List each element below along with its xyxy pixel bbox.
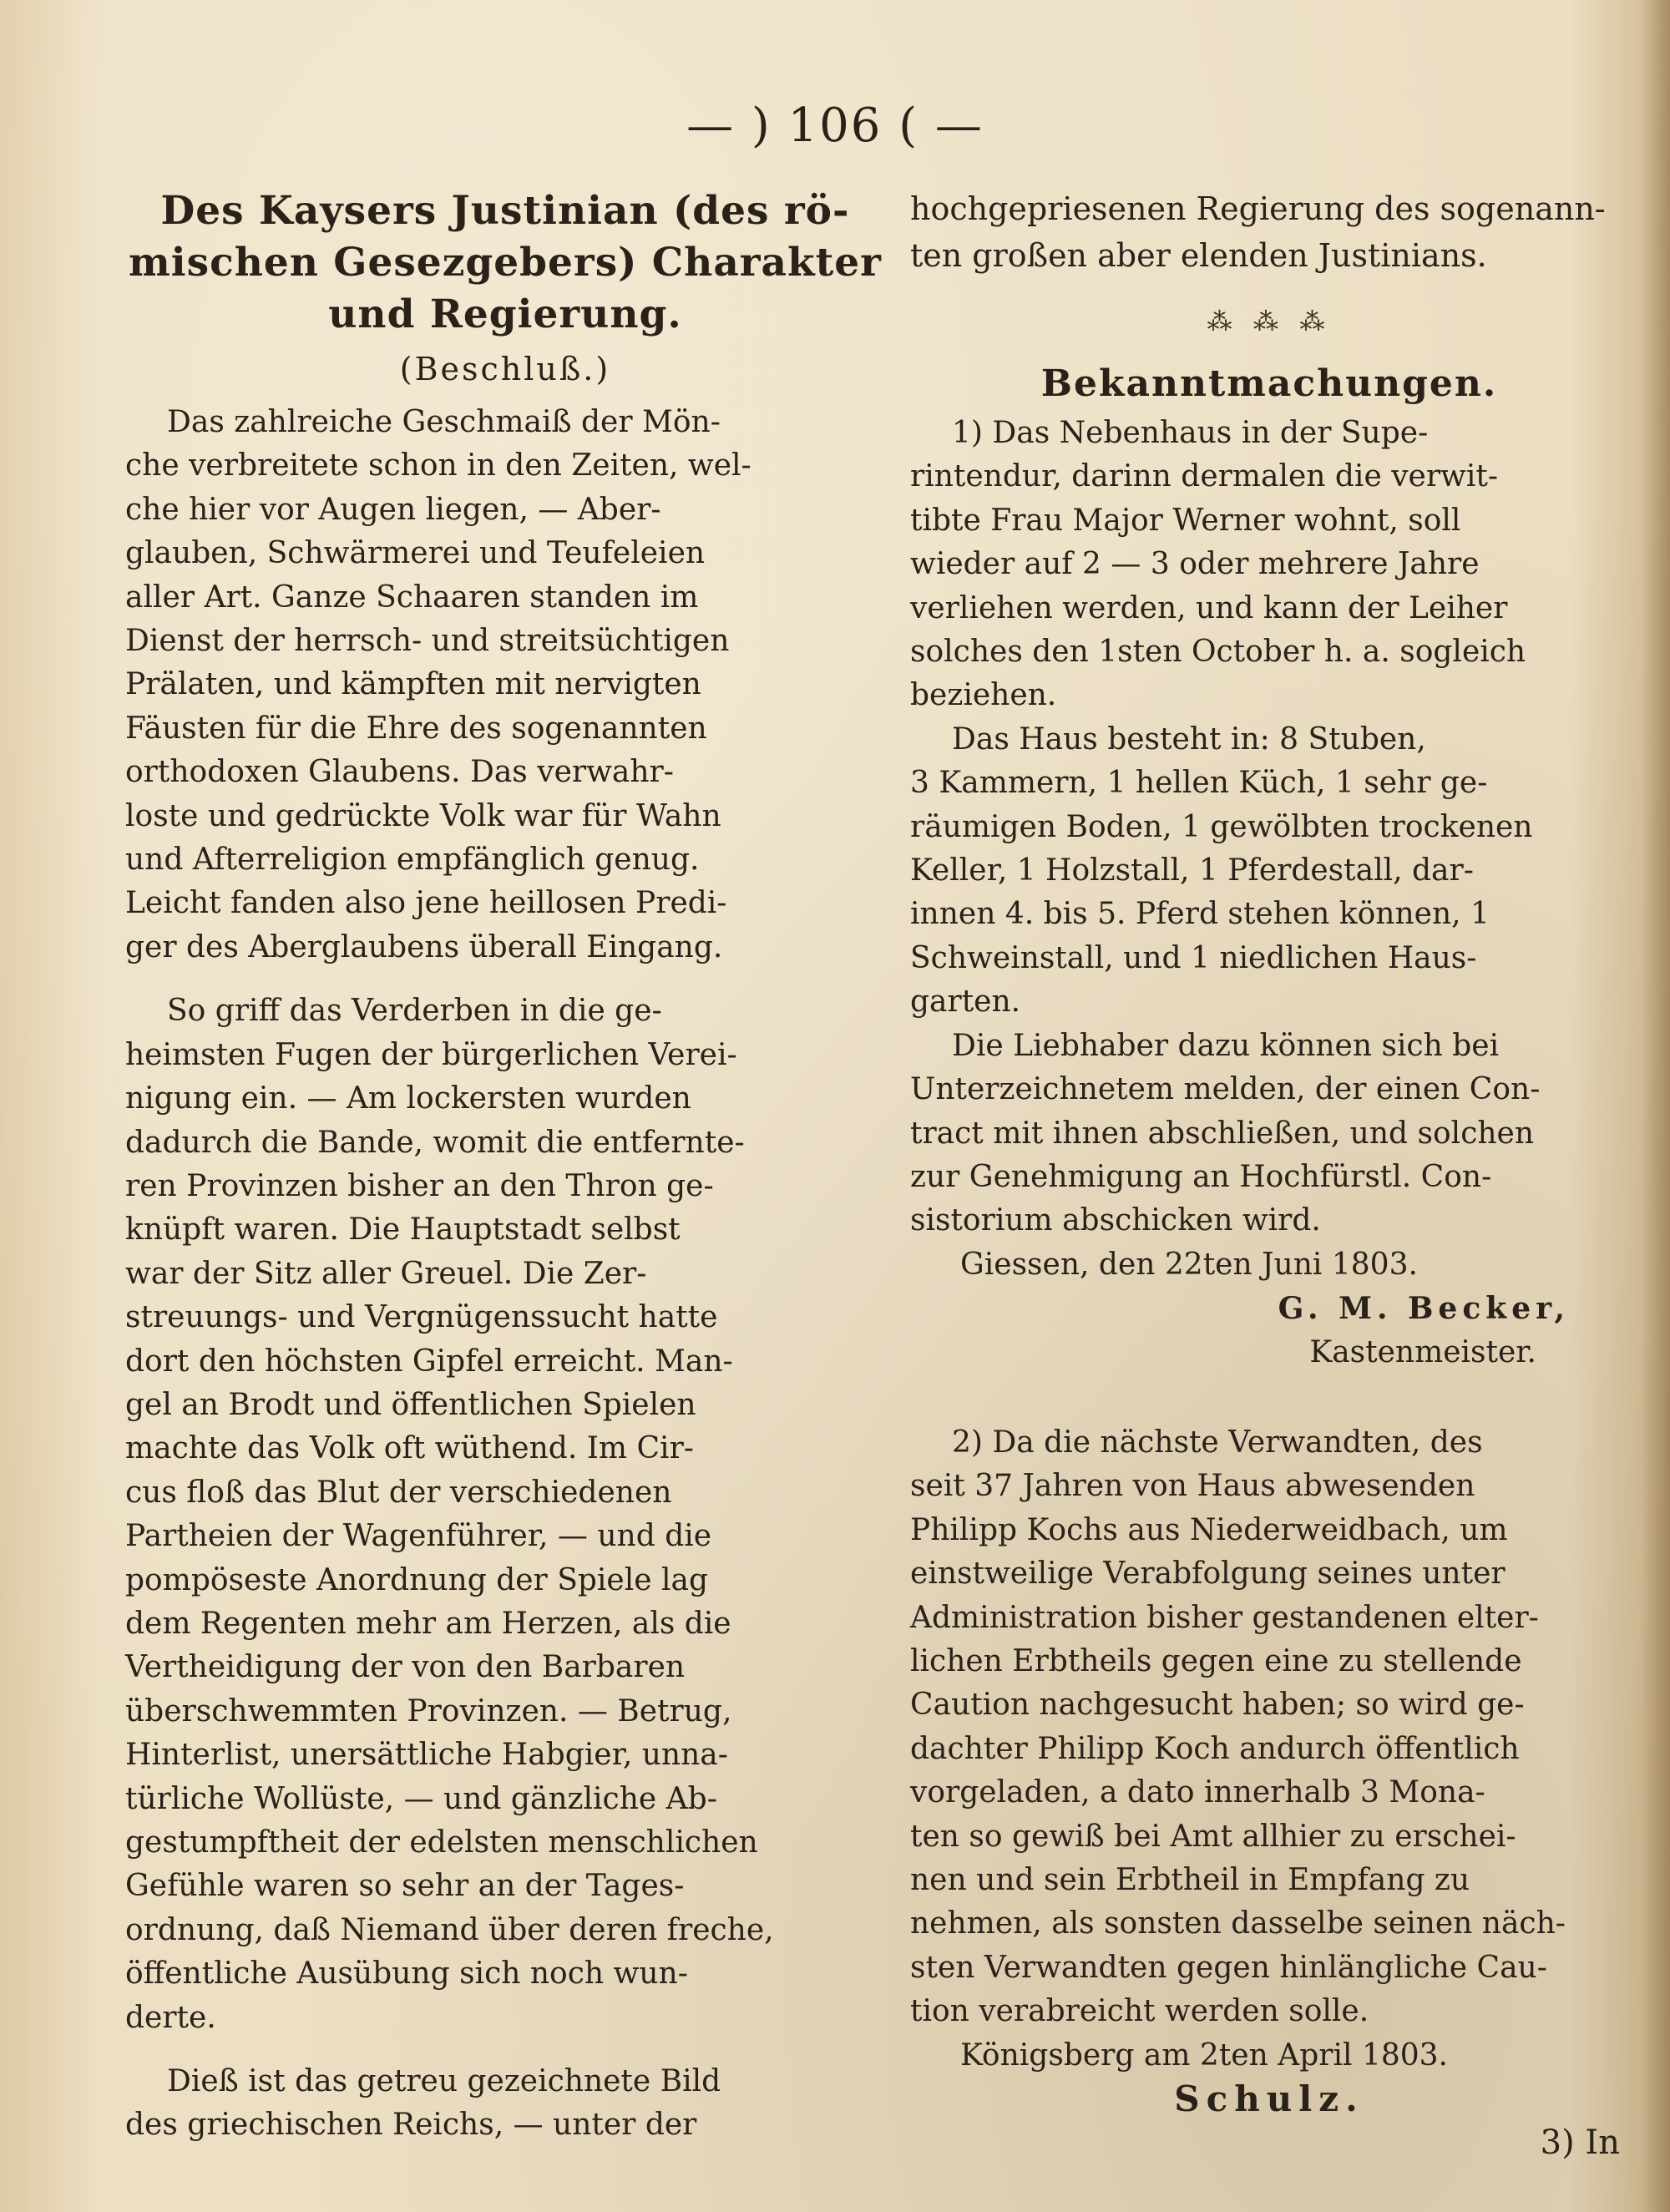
text-line: sten Verwandten gegen hinlängliche Cau- — [910, 1950, 1547, 1985]
article-title — [125, 185, 885, 341]
text-line: Unterzeichnetem melden, der einen Con- — [910, 1072, 1541, 1107]
page-gutter-shadow — [1641, 0, 1670, 2212]
text-line: derte. — [125, 2000, 216, 2035]
text-line: che hier vor Augen liegen, — Aber- — [125, 492, 661, 527]
text-line: zur Genehmigung an Hochfürstl. Con- — [910, 1159, 1492, 1194]
text-line: ren Provinzen bisher an den Thron ge- — [125, 1168, 714, 1203]
text-line: verliehen werden, und kann der Leiher — [910, 590, 1508, 625]
text-line: nigung ein. — Am lockersten wurden — [125, 1081, 691, 1116]
notice-1-paragraph-1 — [910, 412, 1628, 718]
text-line: Das Haus besteht in: 8 Stuben, — [952, 721, 1426, 757]
text-line: Administration bisher gestandenen elter- — [910, 1600, 1539, 1635]
text-line: sistorium abschicken wird. — [910, 1203, 1321, 1238]
text-line: des griechischen Reichs, — unter der — [125, 2108, 697, 2143]
text-line: tibte Frau Major Werner wohnt, soll — [910, 503, 1461, 538]
text-line: cus floß das Blut der verschiedenen — [125, 1475, 672, 1510]
text-line: solches den 1sten October h. a. sogleich — [910, 635, 1526, 670]
text-line: knüpft waren. Die Hauptstadt selbst — [125, 1212, 681, 1248]
text-line: hochgepriesenen Regierung des sogenann- — [910, 190, 1606, 227]
text-line: Die Liebhaber dazu können sich bei — [952, 1028, 1500, 1063]
text-line: Prälaten, und kämpften mit nervigten — [125, 667, 701, 702]
notice-2-signer: Schulz. — [1174, 2078, 1364, 2120]
text-line: nen und sein Erbtheil in Empfang zu — [910, 1863, 1470, 1897]
text-line: türliche Wollüste, — und gänzliche Ab- — [125, 1781, 717, 1816]
text-line: Philipp Kochs aus Niederweidbach, um — [910, 1512, 1508, 1547]
paragraph-gap — [125, 2040, 885, 2060]
article-paragraph-2 — [125, 990, 885, 2040]
text-line: ordnung, daß Niemand über deren freche, — [125, 1912, 774, 1947]
text-line: Dienst der herrsch- und streitsüchtigen — [125, 624, 730, 659]
section-ornament: ⁂ ⁂ ⁂ — [1207, 307, 1332, 337]
text-line: rintendur, darinn dermalen die verwit- — [910, 459, 1499, 494]
text-line: tion verabreicht werden solle. — [910, 1994, 1369, 2029]
text-line: aller Art. Ganze Schaaren standen im — [125, 580, 699, 615]
text-line: ger des Aberglaubens überall Eingang. — [125, 929, 723, 964]
text-line: che verbreitete schon in den Zeiten, wel- — [125, 448, 752, 483]
text-line: Caution nachgesucht haben; so wird ge- — [910, 1688, 1525, 1723]
notice-1-paragraph-2 — [910, 718, 1628, 1025]
paragraph-gap — [125, 969, 885, 990]
notice-2 — [910, 1421, 1628, 2165]
article-paragraph-3 — [125, 2060, 885, 2148]
text-line: beziehen. — [910, 678, 1057, 713]
text-line: tract mit ihnen abschließen, und solchen — [910, 1116, 1535, 1151]
text-line: So griff das Verderben in die ge- — [167, 994, 662, 1029]
text-line: innen 4. bis 5. Pferd stehen können, 1 — [910, 897, 1490, 932]
text-line: Leicht fanden also jene heillosen Predi- — [125, 886, 727, 921]
text-line: ten großen aber elenden Justinians. — [910, 237, 1487, 274]
notice-2-place-date: Königsberg am 2ten April 1803. — [960, 2037, 1448, 2073]
notice-1-signer-title: Kastenmeister. — [1309, 1334, 1536, 1369]
article-title-line: mischen Gesezgebers) Charakter — [129, 240, 882, 286]
right-column — [910, 185, 1628, 2165]
text-line: Hinterlist, unersättliche Habgier, unna- — [125, 1738, 728, 1773]
notice-1-paragraph-3 — [910, 1025, 1628, 1374]
text-line: orthodoxen Glaubens. Das verwahr- — [125, 755, 674, 790]
text-line: ten so gewiß bei Amt allhier zu erschei- — [910, 1819, 1516, 1854]
page-number: — ) 106 ( — — [686, 99, 984, 153]
catchword: 3) In — [1540, 2123, 1620, 2163]
text-line: Dieß ist das getreu gezeichnete Bild — [167, 2064, 721, 2099]
text-line: Schweinstall, und 1 niedlichen Haus- — [910, 940, 1477, 975]
text-line: Gefühle waren so sehr an der Tages- — [125, 1869, 685, 1904]
text-line: garten. — [910, 985, 1021, 1020]
text-line: heimsten Fugen der bürgerlichen Verei- — [125, 1037, 737, 1072]
text-line: seit 37 Jahren von Haus abwesenden — [910, 1469, 1475, 1504]
text-line: Fäusten für die Ehre des sogenannten — [125, 711, 707, 746]
text-line: pompöseste Anordnung der Spiele lag — [125, 1562, 709, 1597]
text-line: nehmen, als sonsten dasselbe seinen näch- — [910, 1906, 1566, 1941]
text-line: gel an Brodt und öffentlichen Spielen — [125, 1387, 696, 1422]
text-line: 1) Das Nebenhaus in der Supe- — [952, 416, 1429, 450]
text-line: und Afterreligion empfänglich genug. — [125, 843, 700, 878]
text-line: dort den höchsten Gipfel erreicht. Man- — [125, 1344, 733, 1379]
text-line: Vertheidigung der von den Barbaren — [125, 1650, 686, 1685]
notice-1-signer: G. M. Becker, — [1278, 1291, 1570, 1327]
text-line: loste und gedrückte Volk war für Wahn — [125, 798, 721, 833]
text-line: Partheien der Wagenführer, — und die — [125, 1519, 712, 1554]
article-subtitle: (Beschluß.) — [399, 351, 611, 387]
text-line: lichen Erbtheils gegen eine zu stellende — [910, 1643, 1522, 1678]
text-line: räumigen Boden, 1 gewölbten trockenen — [910, 809, 1533, 844]
text-line: war der Sitz aller Greuel. Die Zer- — [125, 1256, 647, 1291]
article-title-continuation — [910, 185, 1628, 279]
text-line: dadurch die Bande, womit die entfernte- — [125, 1125, 745, 1160]
text-line: machte das Volk oft wüthend. Im Cir- — [125, 1431, 694, 1466]
text-line: gestumpftheit der edelsten menschlichen — [125, 1825, 758, 1860]
article-title-line: Des Kaysers Justinian (des rö- — [160, 188, 850, 234]
article-title-line: und Regierung. — [328, 291, 682, 337]
text-line: öffentliche Ausübung sich noch wun- — [125, 1956, 688, 1992]
text-line: dachter Philipp Koch andurch öffentlich — [910, 1731, 1520, 1766]
text-line: vorgeladen, a dato innerhalb 3 Mona- — [910, 1775, 1485, 1810]
text-line: 3 Kammern, 1 hellen Küch, 1 sehr ge- — [910, 766, 1488, 801]
text-line: glauben, Schwärmerei und Teufeleien — [125, 536, 706, 571]
notice-1-place-date: Giessen, den 22ten Juni 1803. — [960, 1247, 1418, 1282]
left-column — [125, 185, 885, 2148]
text-line: wieder auf 2 — 3 oder mehrere Jahre — [910, 547, 1480, 582]
text-line: streuungs- und Vergnügenssucht hatte — [125, 1300, 718, 1335]
text-line: 2) Da die nächste Verwandten, des — [952, 1425, 1483, 1460]
notice-gap — [910, 1374, 1628, 1421]
text-line: dem Regenten mehr am Herzen, als die — [125, 1606, 731, 1641]
text-line: überschwemmten Provinzen. — Betrug, — [125, 1693, 732, 1729]
text-line: Das zahlreiche Geschmaiß der Mön- — [167, 405, 721, 439]
text-line: einstweilige Verabfolgung seines unter — [910, 1556, 1506, 1592]
article-paragraph-1 — [125, 401, 885, 969]
section-heading: Bekanntmachungen. — [1040, 362, 1498, 405]
text-line: Keller, 1 Holzstall, 1 Pferdestall, dar- — [910, 853, 1474, 888]
